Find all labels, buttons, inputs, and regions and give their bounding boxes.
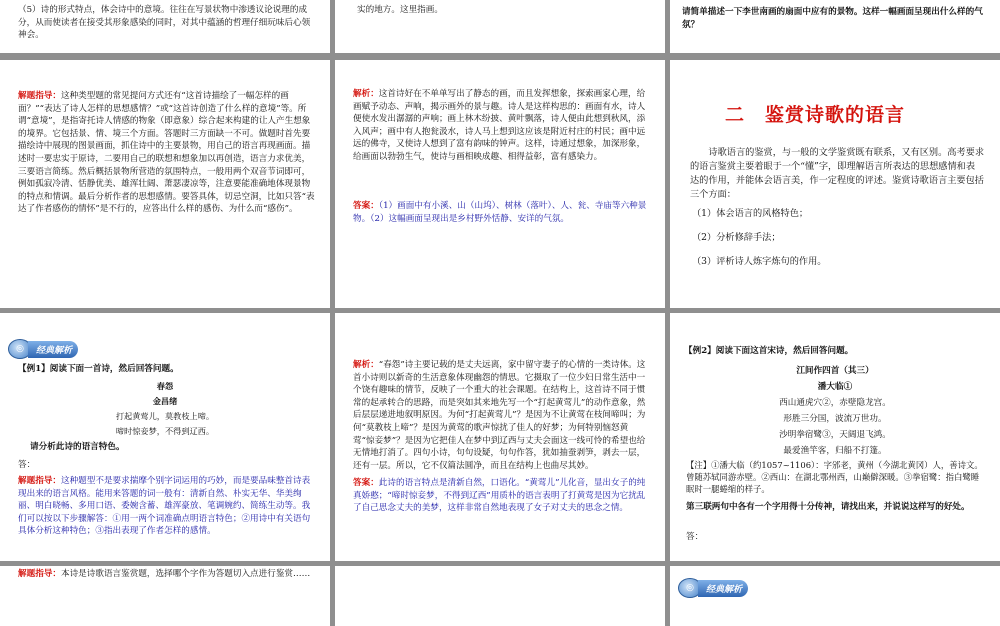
slide-4-body bbox=[18, 90, 316, 216]
poem-1-line-1: 打起黄莺儿，莫教枝上啼。 bbox=[115, 411, 215, 421]
analysis-text: 这首诗好在不单单写出了静态的画，而且发挥想象，探索画家心理，给画赋予动态、声响，揭示画外的景与趣。诗人是这样构思的：画面有水，诗人便使水发出潺潺的声响；画上林木纷披、黄叶飘落，诗人便由此想到秋风，添入风声；画中有人抱瓮汲水，诗人马上想到这应该是附近村庄的村民；画中远远的佛寺，又使诗人想到了富有韵味的钟声。这样，诗通过想象，加深形象，给画面以勃勃生气，使诗与画相映成趣、相得益彰，富有感染力。 bbox=[353, 89, 646, 162]
section-item-1: （1）体会语言的风格特色； bbox=[692, 208, 809, 219]
guide-label: 解题指导： bbox=[18, 569, 61, 579]
analysis-text: “春怨”诗主要记载的是丈夫远离，家中留守妻子的心情的一类诗体。这首小诗则以新奇的生活意象体现幽怨的情思。它摄取了一位少妇日常生活中一个饶有趣味的情节，反映了一个重大的社会课题。在结构上，这首诗不同于惯常的起承转合的思路，而是突如其来地先写一个“打起黄莺儿”的动作意象，然后层层递进地叙明原因。为何“打起黄莺儿”？是因为不让黄莺在枝间啼叫；为何“莫教枝上啼”？是因为黄莺的歌声惊扰了佳人的好梦；为何特别恼怒黄莺“惊妾梦”？是因为它把佳人在梦中到辽西与丈夫会面这一线可怜的希望也给无情地打消了。四句小诗，句句设疑，句句作答，犹如抽蚕剥笋，剥去一层，还有一层。所以，它不仅篇法圆净，而且在结构上也曲尽其妙。 bbox=[353, 360, 646, 471]
poem-1 bbox=[0, 379, 330, 439]
slide-2-text: 实的地方。这里指画。 bbox=[357, 5, 443, 15]
slide-12 bbox=[670, 566, 1000, 626]
slide-8 bbox=[335, 313, 665, 561]
classic-analysis-badge bbox=[8, 339, 78, 359]
poem-2-author: 潘大临① bbox=[817, 382, 853, 392]
section-title: 二 鉴赏诗歌的语言 bbox=[725, 104, 906, 126]
slide-10 bbox=[0, 566, 330, 626]
poem-2-line-2: 形胜三分国，波流万世功。 bbox=[783, 414, 887, 424]
slide-5-answer bbox=[353, 200, 651, 225]
badge-swirl-icon: ◎ bbox=[8, 339, 32, 359]
poem-2-title: 江间作四首（其三） bbox=[796, 366, 874, 376]
poem-2-line-3: 沙明拳宿鹭③，天阔退飞鸿。 bbox=[779, 430, 891, 440]
analysis-label: 解析： bbox=[353, 89, 379, 99]
slide-3-text: 请简单描述一下李世南画的扇面中应有的景物。这样一幅画面呈现出什么样的气氛？ bbox=[682, 7, 983, 30]
guide-text: 本诗是诗歌语言鉴赏题，选择哪个字作为答题切入点进行鉴赏…… bbox=[60, 569, 311, 579]
answer-label: 答案： bbox=[353, 201, 379, 211]
poem-2 bbox=[670, 363, 1000, 459]
slide-5 bbox=[335, 60, 665, 308]
slide-9 bbox=[670, 313, 1000, 561]
answer-text: 此诗的语言特点是清新自然，口语化。“黄莺儿”儿化音，显出女子的纯真娇憨；“啼时惊妾梦，不得到辽西”用质朴的语言表明了打黄莺是因为它扰乱了自己思念丈夫的美梦，这样非常自然地表现了女子对丈夫的思念之情。 bbox=[353, 478, 646, 514]
example-2-heading: 【例2】阅读下面这首宋诗，然后回答问题。 bbox=[684, 346, 854, 356]
slide-5-analysis bbox=[353, 88, 651, 164]
slide-1 bbox=[0, 0, 330, 53]
slide-1-text: （5）诗的形式特点，体会诗中的意境。往往在写景状物中渗透议论说理的成分，从而使读者在接受其形象感染的同时，对其中蕴涵的哲理仔细玩味后心领神会。 bbox=[18, 5, 311, 41]
poem-1-title: 春怨 bbox=[156, 381, 174, 391]
analysis-label: 解析： bbox=[353, 360, 379, 370]
slide-4 bbox=[0, 60, 330, 308]
section-intro: 诗歌语言的鉴赏，与一般的文学鉴赏既有联系，又有区别。高考要求的语言鉴赏主要着眼于一个“懂”字，即理解语言所表达的思想感情和表达的作用，并能体会语言美，作一定程度的评述。鉴赏诗歌语言主要包括三个方面： bbox=[690, 147, 985, 200]
slide-3 bbox=[670, 0, 1000, 53]
answer-prompt: 答： bbox=[686, 532, 704, 542]
answer-text: （1）画面中有小溪、山（山坞）、树林（落叶）、人、瓮、寺庙等六种景物。（2）这幅画面呈现出是乡村野外恬静、安详的气氛。 bbox=[353, 201, 647, 224]
poem-2-line-1: 西山通虎穴②，赤壁隐龙宫。 bbox=[779, 398, 891, 408]
example-2-question: 第三联两句中各有一个字用得十分传神，请找出来，并说说这样写的好处。 bbox=[686, 502, 970, 512]
classic-analysis-badge bbox=[678, 578, 748, 598]
answer-label: 答案： bbox=[353, 478, 379, 488]
guide-label: 解题指导： bbox=[18, 476, 61, 486]
slide-11 bbox=[335, 566, 665, 626]
poem-2-line-4: 最爱渔竿客，归船不打篷。 bbox=[783, 446, 887, 456]
badge-swirl-icon: ◎ bbox=[678, 578, 702, 598]
section-item-2: （2）分析修辞手法； bbox=[692, 232, 781, 243]
poem-1-line-2: 啼时惊妾梦，不得到辽西。 bbox=[115, 426, 215, 436]
example-1-question: 请分析此诗的语言特色。 bbox=[30, 442, 125, 452]
section-item-3: （3）评析诗人炼字炼句的作用。 bbox=[692, 256, 827, 267]
slide-7 bbox=[0, 313, 330, 561]
slide-10-guide bbox=[18, 568, 316, 581]
poem-2-notes: 【注】①潘大临（约1057~1106）：字邠老，黄州（今湖北黄冈）人，善诗文。曾随苏轼同游赤壁。②西山：在湖北鄂州西，山巅僻深暖。③拳宿鹭：指白鹭睡眠时一腿蜷缩的样子。 bbox=[686, 460, 983, 494]
poem-1-author: 金昌绪 bbox=[152, 396, 178, 406]
guide-text: 这种题型不是要求揣摩个别字词运用的巧妙，而是要品味整首诗表现出来的语言风格。能用来答题的词一般有：清新自然、朴实无华、华美绚丽、明白晓畅、多用口语、委婉含蓄、雄浑豪放、笔调婉约、简练生动等。我们可以按以下步骤解答：①用一两个词准确点明语言特色；②用诗中有关语句具体分析这种特色；③指出表现了作者怎样的感情。 bbox=[18, 476, 311, 537]
slide-8-analysis bbox=[353, 359, 649, 472]
badge-label: 经典解析 bbox=[698, 580, 748, 597]
slide-8-answer bbox=[353, 477, 649, 515]
guide-label: 解题指导： bbox=[18, 91, 61, 101]
example-1-heading: 【例1】阅读下面一首诗，然后回答问题。 bbox=[18, 364, 179, 374]
guide-text: 这种类型题的常见提问方式还有“这首诗描绘了一幅怎样的画面？”“表达了诗人怎样的思想感情？”或“这首诗创造了什么样的意境”等。所谓“意境”，是指寄托诗人情感的物象（即意象）综合起来构建的让人产生想象的境界。它包括景、情、境三个方面。答题时三方面缺一不可。做题时首先要描绘诗中展现的图景画面，抓住诗中的主要景物，用自己的语言再现画面。描述时一要忠实于原诗，二要用自己的联想和想象加以再创造，语言力求优美，三要语言简练。然后概括景物所营造的氛围特点，一般用两个双音节词即可，例如孤寂冷清、恬静优美、雄浑壮阔、萧瑟凄凉等，注意要能准确地体现景物的特点和情调。最后分析作者的思想感情。要答具体，切忌空洞，比如只答“表达了作者感伤的情怀”是不行的，应答出什么样的感伤、为什么而“感伤”。 bbox=[18, 91, 315, 215]
slide-2 bbox=[335, 0, 665, 53]
answer-prompt: 答： bbox=[18, 460, 36, 470]
slide-7-guide bbox=[18, 475, 316, 538]
badge-label: 经典解析 bbox=[28, 341, 78, 358]
slide-6 bbox=[670, 60, 1000, 308]
